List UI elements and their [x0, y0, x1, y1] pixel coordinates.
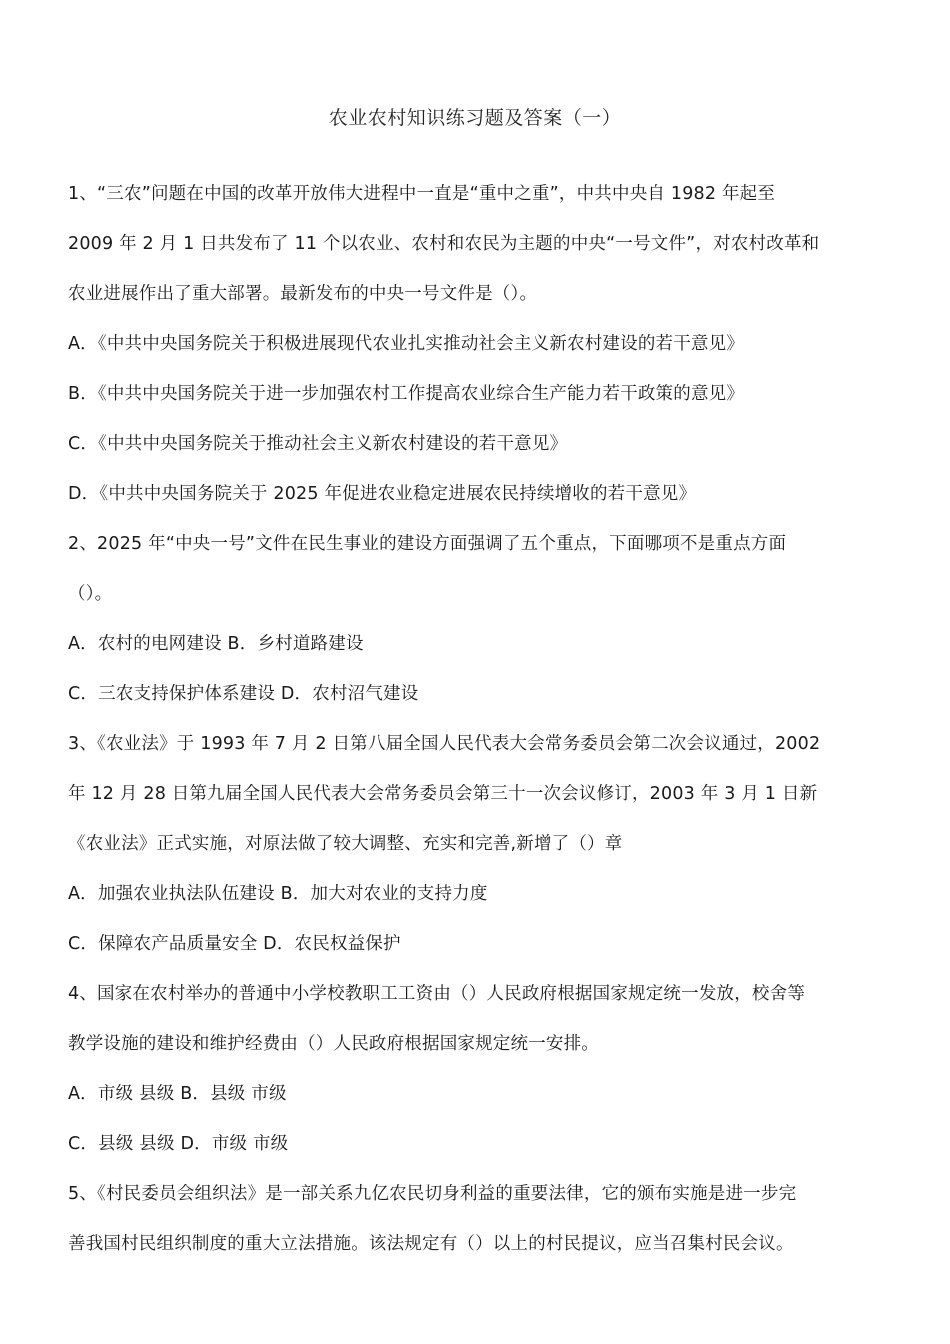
question-1-option-b: B．《中共中央国务院关于进一步加强农村工作提高农业综合生产能力若干政策的意见》	[68, 384, 745, 404]
question-4-line-1: 4、国家在农村举办的普通中小学校教职工工资由（）人民政府根据国家规定统一发放，校舍等	[68, 984, 806, 1004]
question-2-line-2: （）。	[68, 584, 113, 604]
question-5-line-1: 5、《村民委员会组织法》是一部关系九亿农民切身利益的重要法律，它的颁布实施是进一步完	[68, 1184, 797, 1204]
question-1-line-2: 2009 年 2 月 1 日共发布了 11 个以农业、农村和农民为主题的中央“一号文件”，对农村改革和	[68, 234, 820, 254]
question-3-options-cd: C．保障农产品质量安全 D．农民权益保护	[68, 934, 401, 954]
question-3-line-2: 年 12 月 28 日第九届全国人民代表大会常务委员会第三十一次会议修订，2003 年 3 月 1 日新	[68, 784, 818, 804]
question-5-line-2: 善我国村民组织制度的重大立法措施。该法规定有（）以上的村民提议，应当召集村民会议。	[68, 1234, 794, 1254]
question-2-options-ab: A．农村的电网建设 B．乡村道路建设	[68, 634, 364, 654]
question-3-options-ab: A．加强农业执法队伍建设 B．加大对农业的支持力度	[68, 884, 488, 904]
question-1-option-a: A．《中共中央国务院关于积极进展现代农业扎实推动社会主义新农村建设的若干意见》	[68, 334, 745, 354]
question-1-line-3: 农业进展作出了重大部署。最新发布的中央一号文件是（）。	[68, 284, 538, 304]
question-4-line-2: 教学设施的建设和维护经费由（）人民政府根据国家规定统一安排。	[68, 1034, 599, 1054]
page-title: 农业农村知识练习题及答案（一）	[328, 107, 622, 129]
question-1-option-c: C．《中共中央国务院关于推动社会主义新农村建设的若干意见》	[68, 434, 568, 454]
question-4-options-cd: C．县级 县级 D．市级 市级	[68, 1134, 289, 1154]
question-3-line-1: 3、《农业法》于 1993 年 7 月 2 日第八届全国人民代表大会常务委员会第二次会议通过，2002	[68, 734, 821, 754]
question-3-line-3: 《农业法》正式实施，对原法做了较大调整、充实和完善,新增了（）章	[68, 834, 623, 854]
question-1-option-d: D．《中共中央国务院关于 2025 年促进农业稳定进展农民持续增收的若干意见》	[68, 484, 697, 504]
question-2-line-1: 2、2025 年“中央一号”文件在民生事业的建设方面强调了五个重点，下面哪项不是重点方面	[68, 534, 787, 554]
question-2-options-cd: C．三农支持保护体系建设 D．农村沼气建设	[68, 684, 419, 704]
question-4-options-ab: A．市级 县级 B．县级 市级	[68, 1084, 287, 1104]
question-1-line-1: 1、“三农”问题在中国的改革开放伟大进程中一直是“重中之重”，中共中央自 1982 年起至	[68, 184, 776, 204]
